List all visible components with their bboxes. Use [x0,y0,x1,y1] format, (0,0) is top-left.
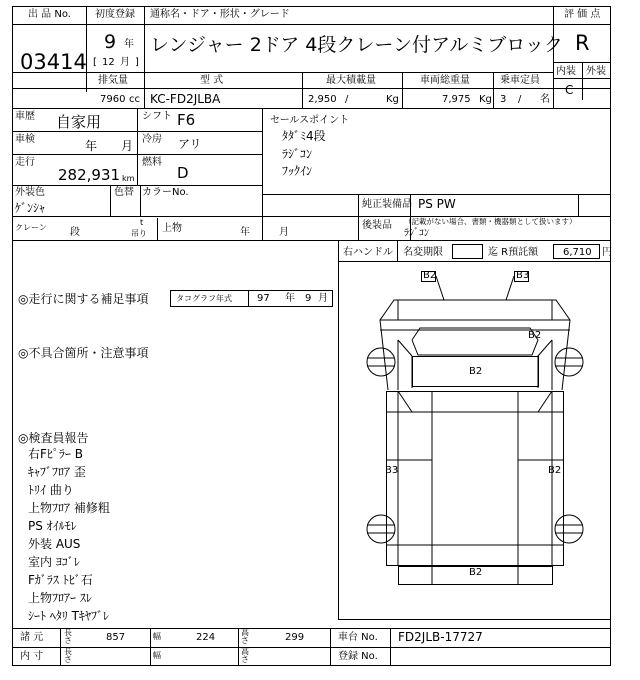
crane-stage-unit: 段 [70,227,80,238]
body-month-unit: 月 [279,227,289,238]
damage-mark: B2 [469,567,483,578]
history-value: 自家用 [56,113,102,131]
sales-point-item: ﾌｯｸｲﾝ [282,164,313,178]
inner-length-label: 長さ [64,647,72,664]
wheel-front-left [367,348,395,376]
color-number-label: カラーNo. [142,187,189,198]
exterior-grade-label: 外装 [586,66,606,77]
exterior-color-label: 外装色 [15,187,45,198]
sales-points-label: セールスポイント [270,115,350,126]
displacement-unit: cc [129,94,140,105]
steering-side: 右ハンドル [343,247,393,258]
max-load-slash: / [345,94,349,105]
sales-point-item: ﾀﾀﾞﾐ4段 [282,129,326,143]
exterior-color: ｹﾞﾝｼｬ [15,201,46,215]
inspector-report-label: ◎検査員報告 [18,431,89,445]
name-change-deadline-label: 名変期限 [403,247,443,258]
crane-lift-unit: 吊り [131,229,147,238]
history-label: 車歴 [15,111,35,122]
inspection-label: 車検 [15,134,35,145]
shift-label: シフト [142,111,172,122]
mileage-label: 走行 [15,157,35,168]
registration-month-open: [ [93,57,97,68]
damage-mark: B3 [516,270,530,281]
defects-label: ◎不具合箇所・注意事項 [18,346,149,360]
crane-ton-unit: t [140,218,144,227]
tachograph-year-unit: 年 [285,293,295,304]
registration-month: 12 [102,57,115,68]
wheel-front-right [555,348,583,376]
inspection-year-unit: 年 [85,139,98,153]
inspector-note: ﾄﾘｲ 曲り [28,483,74,497]
ac-value: アリ [178,137,202,151]
inner-width-label: 幅 [153,651,161,660]
recycle-fee-label: 迄 R預託額 [488,247,539,258]
inspector-note: 上物ﾌﾛｱ 補修粗 [28,501,110,515]
length-value: 857 [106,632,126,643]
damage-mark: B2 [469,366,483,377]
sales-point-item: ﾗｼﾞｺﾝ [282,147,313,161]
inspection-month-unit: 月 [121,139,134,153]
inner-height-label: 高さ [241,647,249,664]
aftermarket-note: （記載がない場合、書類・機器類として扱います） [404,217,577,226]
gross-weight-value: 7,975 [442,94,471,105]
ac-label: 冷房 [142,134,162,145]
width-value: 224 [196,632,216,643]
gross-weight-unit: Kg [479,94,492,105]
color-change-label: 色替 [114,187,134,198]
inner-dimensions-label: 内 寸 [20,651,44,662]
recycle-fee-unit: 円 [602,247,612,258]
model-label: 型 式 [200,75,224,86]
interior-grade-label: 内装 [556,66,576,77]
body-label: 上物 [162,223,182,234]
max-load-value: 2,950 [308,94,337,105]
car-name-label: 通称名・ドア・形状・グレード [150,9,290,20]
overall-grade: R [575,31,590,55]
width-label: 幅 [153,632,161,641]
capacity-label: 乗車定員 [500,75,540,86]
max-load-label: 最大積載量 [326,75,376,86]
capacity-unit: 名 [540,94,550,105]
recycle-fee-value: 6,710 [563,247,592,258]
running-supplement-label: ◎走行に関する補足事項 [18,292,149,306]
inspector-note: 上物ﾌﾛｱｰ ｽﾚ [28,591,92,605]
tachograph-year: 97 [257,293,270,304]
damage-mark: B3 [385,465,399,476]
tachograph-label: タコグラフ年式 [176,294,232,303]
inspector-note: Fｶﾞﾗｽ ﾄﾋﾞ石 [28,573,93,587]
registration-month-unit: 月 [120,57,130,68]
max-load-unit: Kg [386,94,399,105]
damage-mark: B2 [528,330,542,341]
inspector-note: PS ｵｲﾙﾓﾚ [28,519,77,533]
damage-mark: B2 [423,270,437,281]
model-code: KC-FD2JLBA [150,92,221,106]
lot-number-label: 出 品 No. [28,9,71,20]
tachograph-month-unit: 月 [318,293,328,304]
wheel-rear-left [367,515,395,543]
interior-grade: C [565,83,574,97]
tachograph-month: 9 [305,293,312,304]
gross-weight-label: 車両総重量 [420,75,470,86]
lot-number: 03414 [20,50,87,74]
aftermarket-label: 後装品 [362,220,392,231]
capacity-slash: / [518,94,522,105]
dimensions-label: 諸 元 [20,632,44,643]
fuel-value: D [177,164,189,182]
crane-label: クレーン [15,223,47,232]
registration-month-close: ] [135,57,139,68]
mileage-unit: km [122,174,135,183]
aftermarket-item: ﾗｼﾞｺﾝ [404,228,429,239]
registration-year: 9 [104,31,117,53]
height-label: 高さ [241,628,249,645]
inspector-note: 外装 AUS [28,537,81,551]
inspector-note: 室内 ﾖｺﾞﾚ [28,555,80,569]
fuel-label: 燃料 [142,157,162,168]
genuine-equipment-label: 純正装備品 [362,199,412,210]
car-title: レンジャー 2ドア 4段クレーン付アルミブロック [150,34,563,56]
body-year-unit: 年 [240,227,250,238]
mileage-value: 282,931 [58,166,121,184]
shift-value: F6 [177,111,196,129]
inspector-note: ｼｰﾄ ﾍﾀﾘ Tｷﾔﾌﾞﾚ [28,609,109,623]
damage-mark: B2 [548,465,562,476]
length-label: 長さ [64,628,72,645]
displacement-value: 7960 [100,94,126,105]
genuine-equipment: PS PW [418,197,456,211]
height-value: 299 [285,632,305,643]
windshield [412,328,538,355]
chassis-number-label: 車台 No. [338,632,378,643]
displacement-label: 排気量 [98,75,128,86]
cargo-body [387,392,564,566]
first-registration-label: 初度登録 [95,9,135,20]
capacity-value: 3 [500,94,507,105]
grade-label: 評 価 点 [564,9,601,20]
inspector-note: ｷｬﾌﾞﾌﾛｱ 歪 [28,465,86,479]
chassis-number: FD2JLB-17727 [398,630,483,644]
registration-year-unit: 年 [124,39,134,50]
inspector-note: 右Fﾋﾟﾗｰ B [28,447,83,461]
registration-number-label: 登録 No. [338,651,378,662]
wheel-rear-right [555,515,583,543]
